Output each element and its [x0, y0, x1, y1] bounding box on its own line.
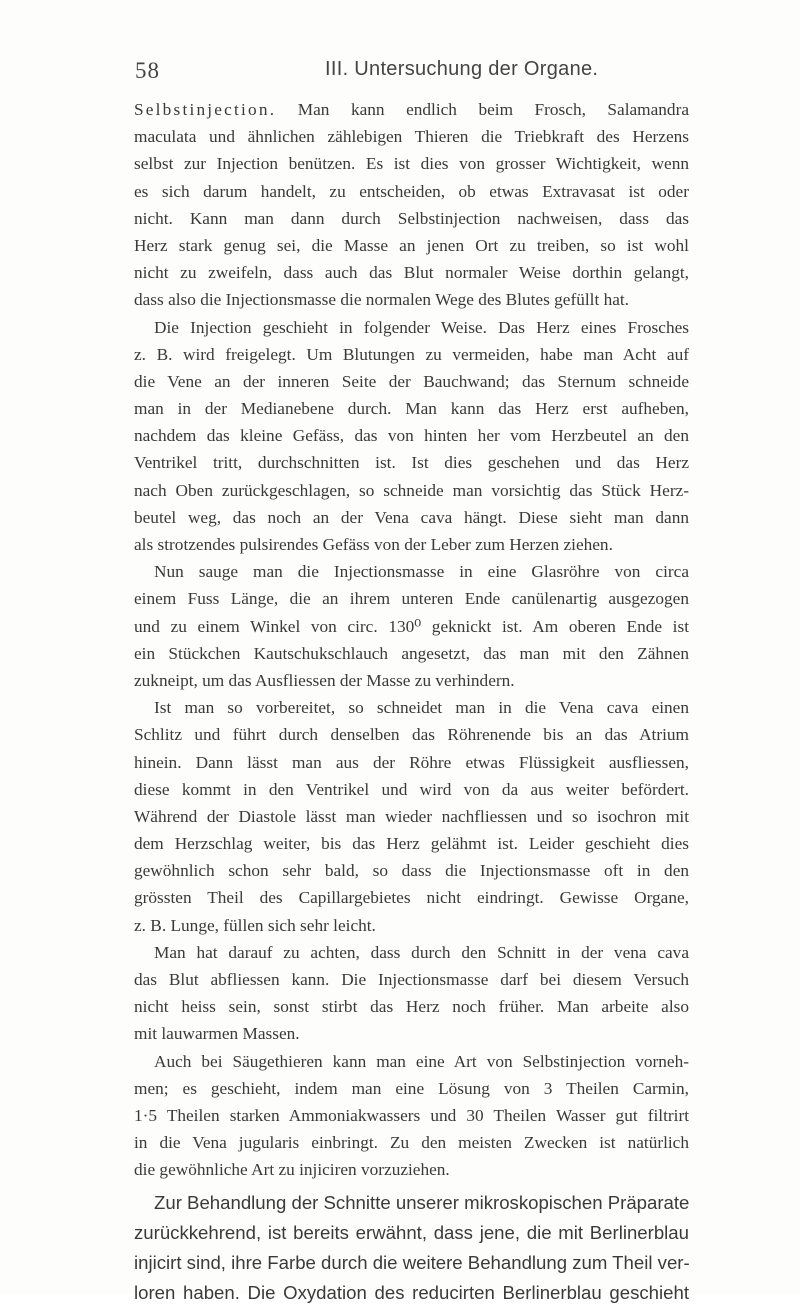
text-line: Ventrikel tritt, durchschnitten ist. Ist dies geschehen und das Herz: [134, 453, 689, 473]
text-line: 1·5 Theilen starken Ammoniakwassers und 30 Theilen Wasser gut filtrirt: [134, 1105, 689, 1125]
text-line: Selbstinjection. Man kann endlich beim Frosch, Salamandra: [134, 100, 689, 119]
text-line: nach Oben zurückgeschlagen, so schneide man vorsichtig das Stück Herz-: [134, 480, 689, 500]
text-line: selbst zur Injection benützen. Es ist dies von grosser Wichtigkeit, wenn: [134, 154, 689, 174]
text-line: z. B. Lunge, füllen sich sehr leicht.: [134, 915, 376, 935]
text-line: die gewöhnliche Art zu injiciren vorzuziehen.: [134, 1160, 450, 1180]
text-line: die Vene an der inneren Seite der Bauchwand; das Sternum schneide: [134, 371, 689, 391]
text-line: dem Herzschlag weiter, bis das Herz gelähmt ist. Leider geschieht dies: [134, 834, 689, 854]
text-line: men; es geschieht, indem man eine Lösung von 3 Theilen Carmin,: [134, 1078, 689, 1098]
paragraph-precautions: [134, 939, 689, 1048]
text-line: in die Vena jugularis einbringt. Zu den meisten Zwecken ist natürlich: [134, 1133, 689, 1153]
page-number: 58: [135, 58, 160, 83]
section-lead-term: Selbstinjection.: [134, 100, 277, 119]
paragraph-glass-tube: [134, 558, 689, 694]
chapter-title: III. Untersuchung der Organe.: [325, 58, 599, 80]
text-line: injicirt sind, ihre Farbe durch die weitere Behandlung zum Theil ver-: [134, 1251, 690, 1273]
text-line: das Blut abfliessen kann. Die Injectionsmasse darf bei diesem Versuch: [134, 970, 689, 989]
text-line: nicht heiss sein, sonst stirbt das Herz noch früher. Man arbeite also: [134, 997, 689, 1017]
text-line: Die Injection geschieht in folgender Weise. Das Herz eines Frosches: [154, 317, 689, 337]
text-line: es sich darum handelt, zu entscheiden, ob etwas Extravasat ist oder: [134, 181, 689, 201]
text-line: Schlitz und führt durch denselben das Röhrenende bis an das Atrium: [134, 725, 689, 745]
paragraph-section-treatment: [134, 1188, 689, 1308]
text-line: zukneipt, um das Ausfliessen der Masse zu verhindern.: [134, 670, 515, 690]
body-text: [134, 96, 689, 1308]
text-line: Nun sauge man die Injectionsmasse in eine Glasröhre von circa: [154, 562, 689, 582]
text-line: loren haben. Die Oxydation des reducirten Berlinerblau geschieht: [134, 1281, 689, 1303]
text-line: und zu einem Winkel von circ. 130⁰ geknickt ist. Am oberen Ende ist: [134, 616, 689, 636]
paragraph-injection-procedure: [134, 314, 689, 559]
paragraph-mammals: [134, 1048, 689, 1184]
text-line: ein Stückchen Kautschukschlauch angesetzt, das man mit den Zähnen: [134, 643, 689, 663]
text-line: Zur Behandlung der Schnitte unserer mikroskopischen Präparate: [154, 1191, 690, 1213]
text-line: gewöhnlich schon sehr bald, so dass die Injectionsmasse oft in den: [134, 861, 689, 881]
text-line: nicht zu zweifeln, dass auch das Blut normaler Weise dorthin gelangt,: [134, 263, 689, 283]
running-head: [135, 58, 695, 88]
text-line: Man hat darauf zu achten, dass durch den Schnitt in der vena cava: [154, 942, 689, 962]
text-line: Herz stark genug sei, die Masse an jenen Ort zu treiben, so ist wohl: [134, 235, 689, 255]
text-line: nicht. Kann man dann durch Selbstinjection nachweisen, dass das: [134, 208, 689, 228]
text-line: maculata und ähnlichen zählebigen Thieren die Triebkraft des Herzens: [134, 127, 689, 147]
paragraph-vena-cava-incision: [134, 694, 689, 939]
text-line: dass also die Injectionsmasse die normalen Wege des Blutes gefüllt hat.: [134, 290, 630, 310]
text-line: zurückkehrend, ist bereits erwähnt, dass jene, die mit Berlinerblau: [134, 1221, 689, 1243]
text-line: Ist man so vorbereitet, so schneidet man in die Vena cava einen: [154, 698, 689, 718]
text-line: einem Fuss Länge, die an ihrem unteren Ende canülenartig ausgezogen: [134, 589, 689, 609]
text-line: Während der Diastole lässt man wieder nachfliessen und so isochron mit: [134, 806, 689, 826]
text-line: nachdem das kleine Gefäss, das von hinten her vom Herzbeutel an den: [134, 426, 689, 446]
text-line: Auch bei Säugethieren kann man eine Art von Selbstinjection vorneh-: [154, 1051, 689, 1071]
text-line: als strotzendes pulsirendes Gefäss von der Leber zum Herzen ziehen.: [134, 535, 613, 554]
text-line: diese kommt in den Ventrikel und wird von da aus weiter befördert.: [134, 779, 689, 799]
text-line: mit lauwarmen Massen.: [134, 1024, 300, 1044]
paragraph-selbstinjection: [134, 96, 689, 314]
text-line: man in der Medianebene durch. Man kann das Herz erst aufheben,: [134, 399, 689, 419]
text-line: beutel weg, das noch an der Vena cava hängt. Diese sieht man dann: [134, 507, 689, 527]
text-line: z. B. wird freigelegt. Um Blutungen zu vermeiden, habe man Acht auf: [134, 344, 689, 364]
text-line: grössten Theil des Capillargebietes nicht eindringt. Gewisse Organe,: [134, 888, 689, 908]
text-line: hinein. Dann lässt man aus der Röhre etwas Flüssigkeit ausfliessen,: [134, 752, 689, 772]
